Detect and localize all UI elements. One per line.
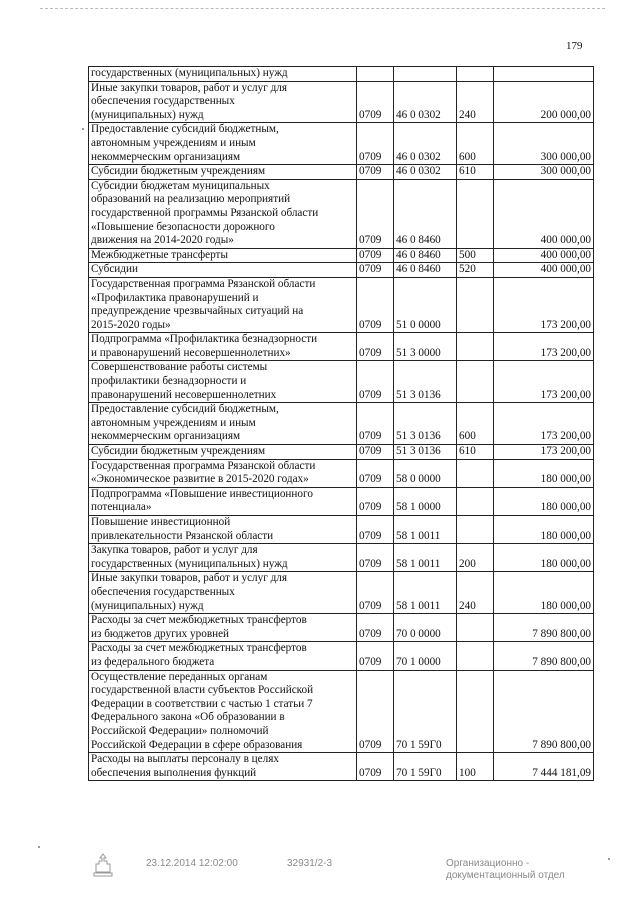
row-section: 0709 [357,403,394,445]
scan-speck [82,128,84,130]
row-expense-type [457,333,494,361]
scan-speck [608,858,610,860]
row-amount: 7 444 181,09 [494,753,594,781]
row-expense-type [457,459,494,487]
row-expense-type: 600 [457,403,494,445]
row-expense-type: 520 [457,263,494,278]
row-amount: 400 000,00 [494,248,594,263]
footer-date: 23.12.2014 12:02:00 [146,858,238,869]
table-row [89,165,594,180]
page-number: 179 [566,40,583,52]
row-amount: 7 890 800,00 [494,614,594,642]
row-amount: 200 000,00 [494,81,594,123]
row-section: 0709 [357,123,394,165]
row-section: 0709 [357,361,394,403]
table-row [89,753,594,781]
scan-top-rule [40,8,605,9]
row-name: Иные закупки товаров, работ и услуг для обеспечения государственных (муниципальных) нужд [89,572,357,614]
scan-speck [38,846,40,848]
row-target-code: 46 0 8460 [394,263,457,278]
row-name: Субсидии бюджетным учреждениям [89,445,357,460]
row-section: 0709 [357,516,394,544]
row-expense-type: 240 [457,572,494,614]
row-expense-type [457,516,494,544]
row-target-code: 46 0 8460 [394,248,457,263]
row-amount: 180 000,00 [494,459,594,487]
row-amount: 400 000,00 [494,179,594,248]
row-expense-type: 610 [457,165,494,180]
row-amount: 173 200,00 [494,445,594,460]
row-expense-type: 610 [457,445,494,460]
table-row [89,277,594,332]
row-amount: 173 200,00 [494,277,594,332]
row-section: 0709 [357,642,394,670]
row-amount: 180 000,00 [494,516,594,544]
budget-table [88,66,594,781]
row-name: Предоставление субсидий бюджетным, автономным учреждениям и иным некоммерческим организациям [89,403,357,445]
row-section: 0709 [357,459,394,487]
table-row [89,614,594,642]
table-row [89,123,594,165]
row-target-code: 70 1 59Г0 [394,753,457,781]
row-expense-type [457,361,494,403]
row-section: 0709 [357,753,394,781]
row-amount: 400 000,00 [494,263,594,278]
table-row [89,459,594,487]
row-target-code: 51 3 0136 [394,403,457,445]
row-expense-type [457,487,494,515]
row-expense-type [457,642,494,670]
row-name: Совершенствование работы системы профилактики безнадзорности и правонарушений несовершеннолетних [89,361,357,403]
row-target-code: 51 3 0136 [394,361,457,403]
row-name: Расходы за счет межбюджетных трансфертов из бюджетов других уровней [89,614,357,642]
row-target-code [394,67,457,82]
row-name: Государственная программа Рязанской области «Профилактика правонарушений и предупреждение чрезвычайных ситуаций на 2015-2020 годы» [89,277,357,332]
row-name: Подпрограмма «Профилактика безнадзорности и правонарушений несовершеннолетних» [89,333,357,361]
row-amount: 180 000,00 [494,544,594,572]
row-target-code: 46 0 8460 [394,179,457,248]
row-name: Иные закупки товаров, работ и услуг для обеспечения государственных (муниципальных) нужд [89,81,357,123]
table-row [89,81,594,123]
row-target-code: 51 3 0136 [394,445,457,460]
table-row [89,333,594,361]
row-expense-type: 240 [457,81,494,123]
table-row [89,361,594,403]
row-amount: 300 000,00 [494,165,594,180]
row-expense-type [457,614,494,642]
row-section: 0709 [357,445,394,460]
row-target-code: 51 0 0000 [394,277,457,332]
row-section: 0709 [357,614,394,642]
row-name: Предоставление субсидий бюджетным, автономным учреждениям и иным некоммерческим организациям [89,123,357,165]
row-section: 0709 [357,81,394,123]
table-row [89,403,594,445]
row-target-code: 70 1 0000 [394,642,457,670]
row-expense-type: 500 [457,248,494,263]
row-expense-type: 600 [457,123,494,165]
row-expense-type [457,277,494,332]
row-section [357,67,394,82]
row-section: 0709 [357,165,394,180]
row-target-code: 46 0 0302 [394,123,457,165]
row-amount: 173 200,00 [494,361,594,403]
row-section: 0709 [357,263,394,278]
row-amount: 300 000,00 [494,123,594,165]
row-expense-type: 200 [457,544,494,572]
footer-department: Организационно - документационный отдел [446,858,565,881]
row-expense-type [457,670,494,753]
row-target-code: 58 1 0011 [394,572,457,614]
row-target-code: 51 3 0000 [394,333,457,361]
row-target-code: 70 0 0000 [394,614,457,642]
row-amount [494,67,594,82]
row-amount: 180 000,00 [494,572,594,614]
row-expense-type [457,67,494,82]
table-row [89,67,594,82]
row-name: Межбюджетные трансферты [89,248,357,263]
row-name: Повышение инвестиционной привлекательности Рязанской области [89,516,357,544]
footer-code: 32931/2-3 [287,858,333,869]
table-row [89,179,594,248]
row-expense-type: 100 [457,753,494,781]
table-row [89,642,594,670]
table-row [89,248,594,263]
row-name: Государственная программа Рязанской области «Экономическое развитие в 2015-2020 годах» [89,459,357,487]
row-section: 0709 [357,179,394,248]
row-name: Расходы на выплаты персоналу в целях обеспечения выполнения функций [89,753,357,781]
table-row [89,263,594,278]
row-amount: 7 890 800,00 [494,670,594,753]
row-name: Расходы за счет межбюджетных трансфертов из федерального бюджета [89,642,357,670]
row-target-code: 58 1 0011 [394,516,457,544]
table-row [89,516,594,544]
row-amount: 173 200,00 [494,333,594,361]
row-section: 0709 [357,487,394,515]
row-name: государственных (муниципальных) нужд [89,67,357,82]
row-name: Субсидии [89,263,357,278]
table-row [89,487,594,515]
table-row [89,572,594,614]
row-section: 0709 [357,248,394,263]
table-row [89,445,594,460]
row-amount: 7 890 800,00 [494,642,594,670]
row-target-code: 58 1 0000 [394,487,457,515]
row-section: 0709 [357,670,394,753]
row-name: Подпрограмма «Повышение инвестиционного потенциала» [89,487,357,515]
table-row [89,544,594,572]
crest-stamp-icon [92,852,114,878]
row-target-code: 46 0 0302 [394,165,457,180]
row-section: 0709 [357,572,394,614]
row-name: Субсидии бюджетам муниципальных образований на реализацию мероприятий государственной программы Рязанской области «Повышение безопасности дорожного движения на 2014-2020 годы» [89,179,357,248]
row-section: 0709 [357,333,394,361]
row-amount: 180 000,00 [494,487,594,515]
row-amount: 173 200,00 [494,403,594,445]
row-target-code: 46 0 0302 [394,81,457,123]
table-row [89,670,594,753]
row-target-code: 58 1 0011 [394,544,457,572]
budget-table-body [89,67,594,781]
row-target-code: 70 1 59Г0 [394,670,457,753]
row-section: 0709 [357,277,394,332]
row-section: 0709 [357,544,394,572]
row-target-code: 58 0 0000 [394,459,457,487]
row-name: Закупка товаров, работ и услуг для государственных (муниципальных) нужд [89,544,357,572]
row-name: Субсидии бюджетным учреждениям [89,165,357,180]
row-expense-type [457,179,494,248]
row-name: Осуществление переданных органам государственной власти субъектов Российской Федерации в соответствии с частью 1 статьи 7 Федерального закона «Об образовании в Российской Федерации» полномочий Российской Федерации в сфере образования [89,670,357,753]
